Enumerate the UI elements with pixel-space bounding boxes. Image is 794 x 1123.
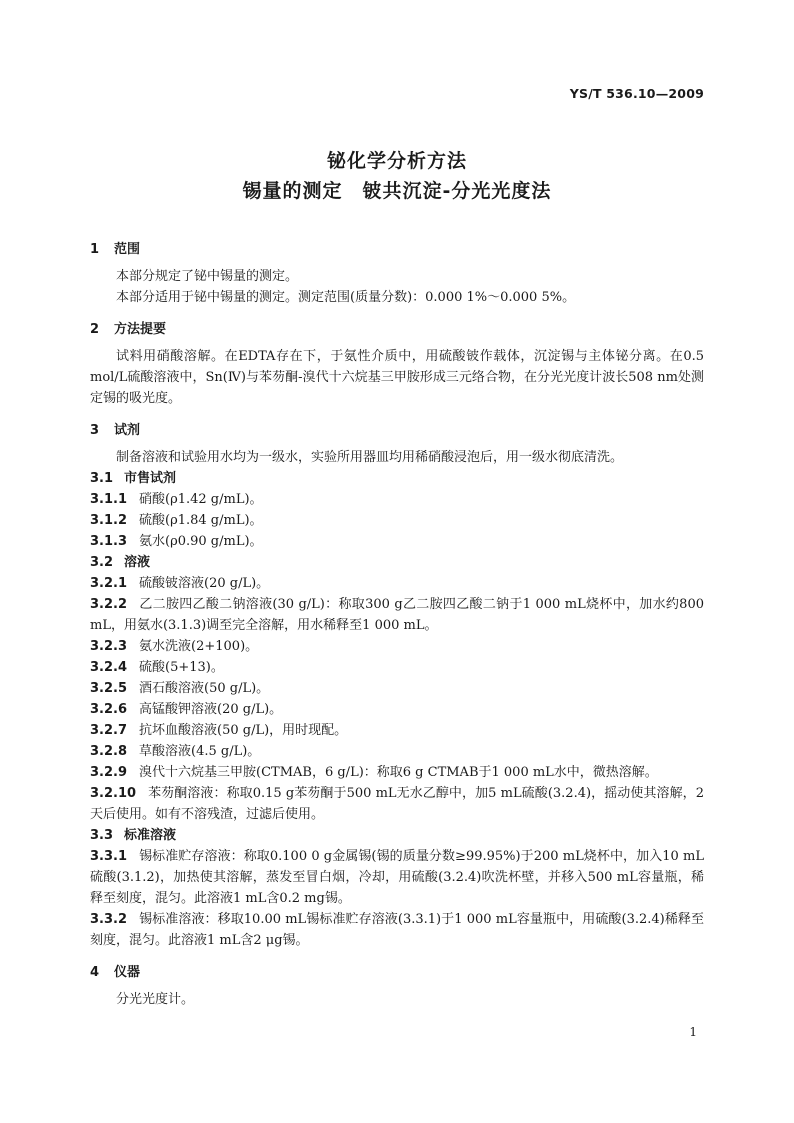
item-text: 抗坏血酸溶液(50 g/L)，用时现配。 [139,723,348,738]
item-number: 3.2.4 [90,660,128,675]
subsection-number: 3.1 [90,471,114,486]
item-text: 硫酸(ρ1.84 g/mL)。 [139,513,263,528]
item-number: 3.2.10 [90,786,137,801]
item-text: 硫酸铍溶液(20 g/L)。 [139,576,270,591]
item-text: 酒石酸溶液(50 g/L)。 [139,681,270,696]
item-text: 氨水洗液(2+100)。 [139,639,259,654]
item-number: 3.3.1 [90,849,128,864]
section-title: 仪器 [114,965,141,980]
subsection-3-1-heading [90,468,704,489]
list-item [90,573,704,594]
section-4-heading [90,962,704,983]
list-item [90,594,704,636]
title-line-1: 铋化学分析方法 [326,150,467,172]
list-item [90,720,704,741]
section-3-heading [90,420,704,441]
list-item [90,489,704,510]
item-number: 3.2.5 [90,681,128,696]
subsection-3-2-heading [90,552,704,573]
item-text: 高锰酸钾溶液(20 g/L)。 [139,702,283,717]
section-1-heading [90,239,704,260]
item-number: 3.2.6 [90,702,128,717]
item-number: 3.2.8 [90,744,128,759]
subsection-number: 3.2 [90,555,114,570]
item-number: 3.1.1 [90,492,128,507]
item-number: 3.2.2 [90,597,128,612]
item-text: 锡标准溶液：移取10.00 mL锡标准贮存溶液(3.3.1)于1 000 mL容量瓶中，用硫酸(3.2.4)稀释至刻度，混匀。此溶液1 mL含2 μg锡。 [90,912,704,948]
paragraph: 本部分适用于铋中锡量的测定。测定范围(质量分数)：0.000 1%～0.000 5%。 [116,290,576,305]
item-number: 3.1.2 [90,513,128,528]
item-number: 3.2.9 [90,765,128,780]
subsection-title: 市售试剂 [124,471,177,486]
paragraph: 分光光度计。 [116,992,195,1007]
page-number: 1 [689,1025,697,1039]
document-body [90,239,704,1010]
list-item [90,678,704,699]
subsection-number: 3.3 [90,828,114,843]
paragraph: 本部分规定了铋中锡量的测定。 [116,269,299,284]
standard-code: YS/T 536.10—2009 [569,86,704,101]
item-text: 硫酸(5+13)。 [139,660,224,675]
list-item [90,846,704,909]
list-item [90,657,704,678]
section-2-heading [90,319,704,340]
section-number: 2 [90,322,100,337]
item-number: 3.1.3 [90,534,128,549]
item-text: 氨水(ρ0.90 g/mL)。 [139,534,263,549]
item-text: 乙二胺四乙酸二钠溶液(30 g/L)：称取300 g乙二胺四乙酸二钠于1 000 mL烧杯中，加水约800 mL，用氨水(3.1.3)调至完全溶解，用水稀释至1 000 mL。 [90,597,704,633]
list-item [90,531,704,552]
subsection-3-3-heading [90,825,704,846]
list-item [90,636,704,657]
list-item [90,762,704,783]
item-text: 苯芴酮溶液：称取0.15 g苯芴酮于500 mL无水乙醇中，加5 mL硫酸(3.2.4)，摇动使其溶解，2天后使用。如有不溶残渣，过滤后使用。 [90,786,704,822]
item-number: 3.2.7 [90,723,128,738]
item-text: 溴代十六烷基三甲胺(CTMAB，6 g/L)：称取6 g CTMAB于1 000 mL水中，微热溶解。 [139,765,658,780]
item-number: 3.2.3 [90,639,128,654]
paragraph: 制备溶液和试验用水均为一级水，实验所用器皿均用稀硝酸浸泡后，用一级水彻底清洗。 [116,450,624,465]
item-text: 锡标准贮存溶液：称取0.100 0 g金属锡(锡的质量分数≥99.95%)于200 mL烧杯中，加入10 mL硫酸(3.1.2)，加热使其溶解，蒸发至冒白烟，冷却，用硫酸(3.2.4)吹洗杯壁，并移入500 mL容量瓶，稀释至刻度，混匀。此溶液1 mL含0.2 mg锡。 [90,849,704,906]
list-item [90,783,704,825]
list-item [90,909,704,951]
item-number: 3.2.1 [90,576,128,591]
item-text: 硝酸(ρ1.42 g/mL)。 [139,492,263,507]
section-title: 范围 [114,242,141,257]
list-item [90,699,704,720]
subsection-title: 溶液 [124,555,151,570]
paragraph: 试料用硝酸溶解。在EDTA存在下，于氨性介质中，用硫酸铍作载体，沉淀锡与主体铋分离。在0.5 mol/L硫酸溶液中，Sn(Ⅳ)与苯芴酮-溴代十六烷基三甲胺形成三元络合物，在分光光度计波长508 nm处测定锡的吸光度。 [90,349,704,406]
section-number: 3 [90,423,100,438]
section-title: 方法提要 [114,322,167,337]
section-title: 试剂 [114,423,141,438]
item-text: 草酸溶液(4.5 g/L)。 [139,744,261,759]
list-item [90,510,704,531]
item-number: 3.3.2 [90,912,128,927]
section-number: 1 [90,242,100,257]
title-line-2: 锡量的测定 铍共沉淀-分光光度法 [242,180,552,202]
list-item [90,741,704,762]
subsection-title: 标准溶液 [124,828,177,843]
section-number: 4 [90,965,100,980]
document-title [0,146,794,206]
